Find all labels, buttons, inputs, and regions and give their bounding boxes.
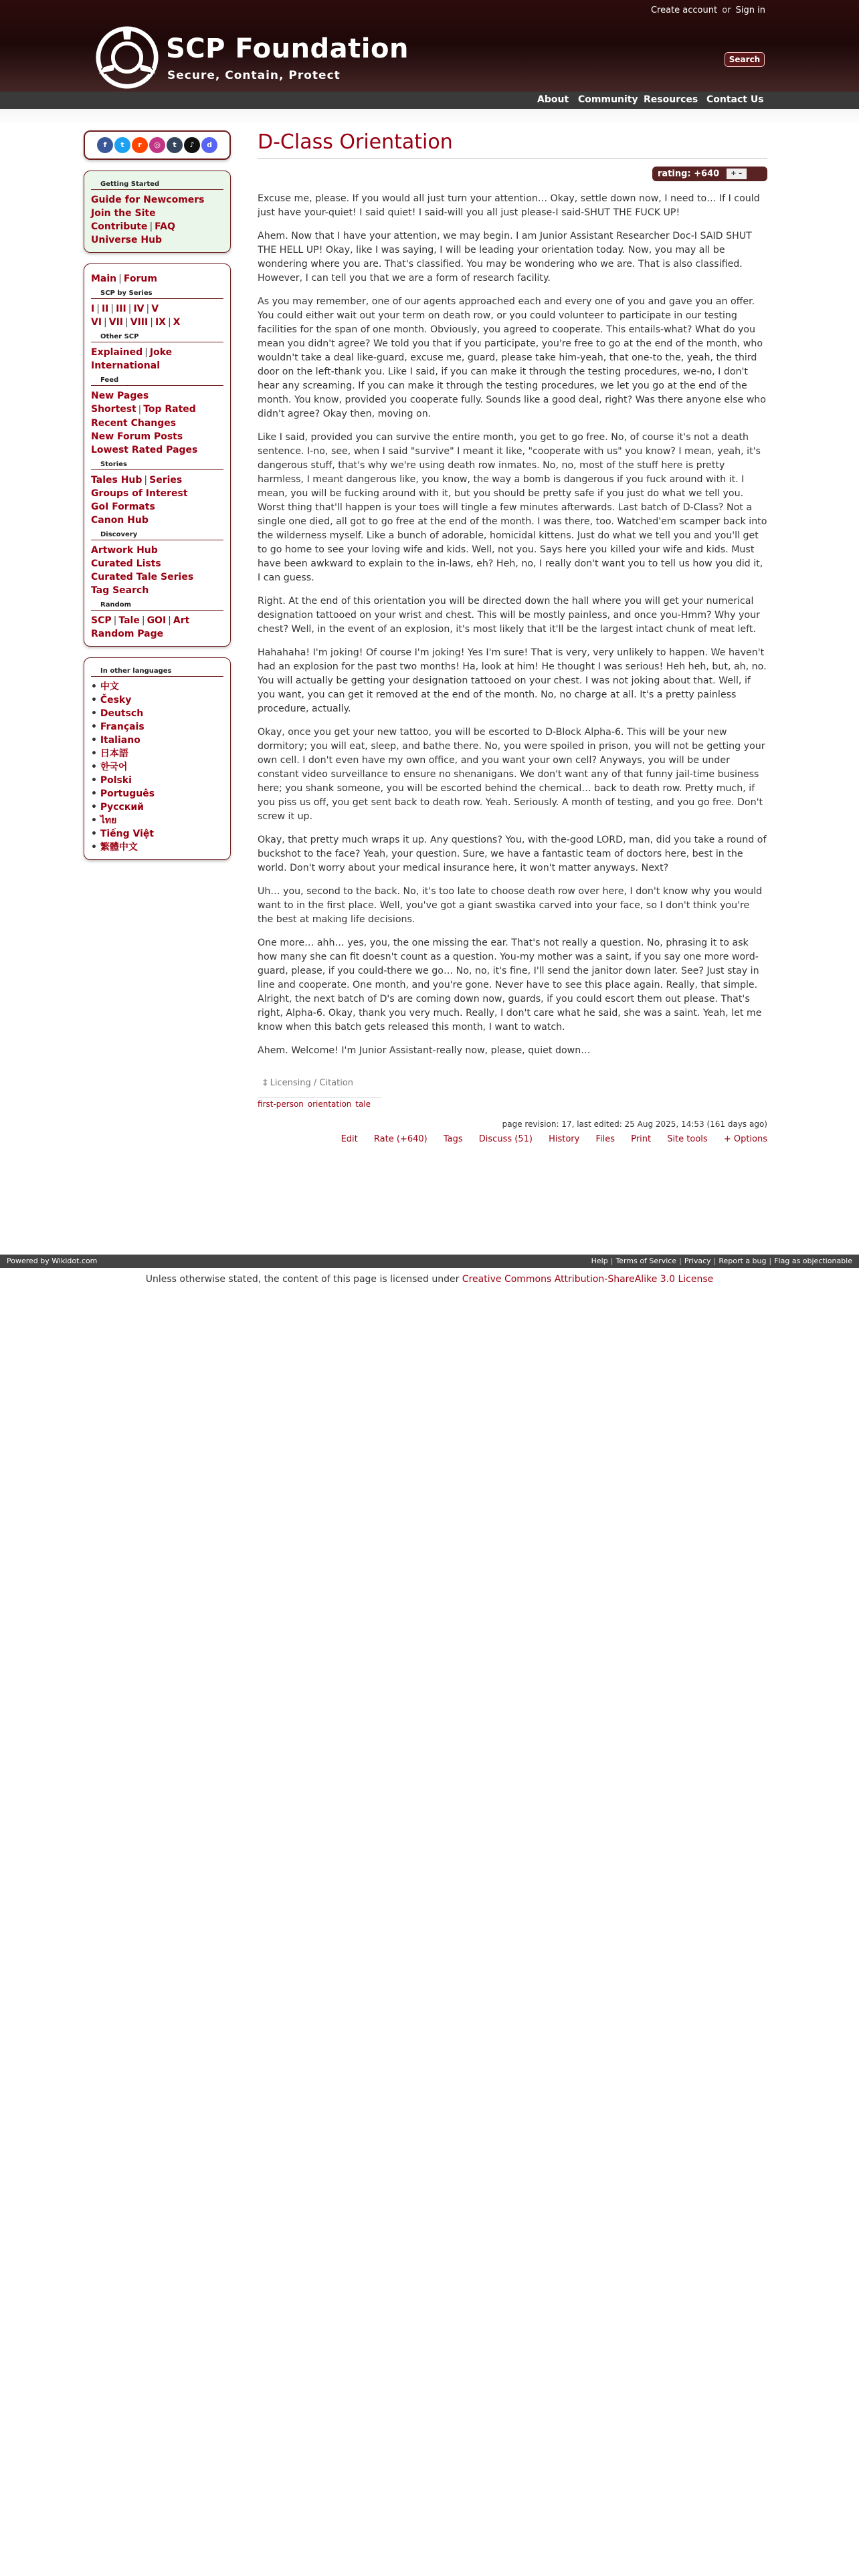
scp-logo-icon[interactable]: [95, 25, 159, 90]
main-content: [258, 130, 767, 1144]
languages-box: [84, 657, 231, 860]
series-link-8[interactable]: VIII: [130, 317, 149, 328]
site-tools-button[interactable]: Site tools: [667, 1134, 708, 1144]
sign-in-link[interactable]: Sign in: [735, 5, 765, 15]
international-link[interactable]: International: [91, 360, 161, 371]
lang-link-th[interactable]: • ไทย: [91, 814, 223, 827]
paragraph-10: One more… ahh… yes, you, the one missing the ear. That's not really a question. No, phrasing it to ask how many she can fit doesn't count as a question. You-my mother was a saint, if you say one more word-guard, please, if you could-there we go… No, no, it's fine, I'll send the janitor down later. See? Just stay in line and cooperate. One month, and you're gone. Never have to see this place again. Really, that simple. Alright, the next batch of D's are coming down now, guards, if you could escort them out please. That's right, Alpha-6. Okay, thank you very much. Really, I don't care what he said, she was a saint. Yeah, let me know when this batch gets released this month, I want to watch.: [258, 938, 762, 1033]
getting-started-heading: Getting Started: [91, 177, 223, 190]
powered-by-text: Powered by: [7, 1257, 50, 1265]
site-subtitle: Secure, Contain, Protect: [167, 69, 341, 82]
lang-link-vi[interactable]: • Tiếng Việt: [91, 827, 223, 841]
twitter-icon[interactable]: t: [114, 137, 130, 153]
shortest-top-rated-row: Shortest | Top Rated: [91, 404, 196, 415]
page-revision-info: page revision: 17, last edited: 25 Aug 2025, 14:53 (161 days ago): [502, 1119, 767, 1129]
paragraph-1: Excuse me, please. If you would all just turn your attention… Okay, settle down now, I need to… If I could just have your-quiet! I said quiet! I said-will you all just please-I said-SHUT THE FUCK UP!: [258, 193, 760, 218]
or-text: or: [722, 5, 731, 15]
lang-link-ja[interactable]: • 日本語: [91, 747, 223, 760]
page-title: D-Class Orientation: [258, 130, 767, 158]
contribute-link[interactable]: Contribute: [91, 221, 148, 232]
random-heading: Random: [91, 597, 223, 611]
tales-hub-link[interactable]: Tales Hub: [91, 475, 142, 486]
top-rated-link[interactable]: Top Rated: [143, 404, 196, 415]
main-link[interactable]: Main: [91, 274, 117, 284]
search-button[interactable]: Search: [725, 52, 765, 67]
lang-link-de[interactable]: • Deutsch: [91, 707, 223, 720]
groups-of-interest-link[interactable]: Groups of Interest: [91, 488, 188, 499]
main-forum-row: Main | Forum: [91, 274, 157, 284]
tag-link[interactable]: tale: [355, 1099, 371, 1109]
series-link-7[interactable]: VII: [108, 317, 124, 328]
series-link-4[interactable]: IV: [133, 304, 145, 314]
paragraph-6: Hahahaha! I'm joking! Of course I'm joking! Yes I'm sure! That is very, very unlikely to happen. We haven't had an explosion for the past two months! Ha, look at him! He thought I was serious! Heh heh, but, ah, no. You will actually be getting your designation tattooed on your chest. I was not joking about that. Well, if you want, you can get it removed at the end of the month. No, no charge at all. It's a pretty painless procedure, actually.: [258, 647, 767, 714]
paragraph-5: Right. At the end of this orientation you will be directed down the hall where you will get your numerical designation tattooed on your wrist and chest. This will be mostly painless, and once you-Hmm? Why your chest? Well, in the event of an explosion, it's most likely that it'll be the largest intact chunk of meat left.: [258, 596, 760, 635]
new-forum-posts-link[interactable]: New Forum Posts: [91, 431, 183, 442]
languages-heading: In other languages: [91, 663, 223, 677]
series-row-1: I | II | III | IV | V: [91, 304, 159, 314]
tag-search-link[interactable]: Tag Search: [91, 585, 149, 596]
files-button[interactable]: Files: [595, 1134, 615, 1144]
paragraph-7: Okay, once you get your new tattoo, you will be escorted to D-Block Alpha-6. This will be your new dormitory; you will eat, sleep, and bathe there. No, you were spoiled in prison, you will not be getting your own cell. I don't even have my own office, and you want your own cell? Anyways, you will be under constant video surveillance to ensure no shenanigans. We don't want any of that funny jail-time business here; you shank someone, you will be escorted behind the chemical… back to death row. Pretty much, if you piss us off, you get sent back to death row. Yeah. Seriously. A month of testing, and you go free. Don't screw it up.: [258, 727, 765, 822]
lang-link-zh[interactable]: • 中文: [91, 680, 223, 693]
lowest-rated-pages-link[interactable]: Lowest Rated Pages: [91, 445, 198, 455]
rating-module: [652, 167, 767, 181]
flag-objectionable-link[interactable]: Flag as objectionable: [774, 1257, 852, 1265]
contribute-faq-row: Contribute | FAQ: [91, 221, 175, 232]
new-pages-link[interactable]: New Pages: [91, 391, 149, 401]
rating-value: rating: +640: [658, 169, 720, 179]
social-icons-box: [84, 130, 231, 160]
facebook-icon[interactable]: f: [97, 137, 113, 153]
tiktok-icon[interactable]: ♪: [184, 137, 200, 153]
artwork-hub-link[interactable]: Artwork Hub: [91, 545, 158, 556]
license-prefix: Unless otherwise stated, the content of this page is licensed under: [145, 1274, 460, 1285]
license-citation-link[interactable]: ‡ Licensing / Citation: [263, 1078, 354, 1088]
nav-resources[interactable]: Resources: [644, 94, 698, 105]
account-links: [651, 5, 765, 15]
lang-link-ru[interactable]: • Русский: [91, 800, 223, 814]
footer-bar: [0, 1255, 859, 1268]
sidebar: [84, 130, 231, 871]
tags-button[interactable]: Tags: [443, 1134, 463, 1144]
feed-heading: Feed: [91, 372, 223, 386]
series-link-10[interactable]: X: [173, 317, 181, 328]
tumblr-icon[interactable]: t: [167, 137, 183, 153]
reddit-icon[interactable]: r: [132, 137, 148, 153]
discovery-heading: Discovery: [91, 527, 223, 540]
curated-lists-link[interactable]: Curated Lists: [91, 558, 161, 569]
print-button[interactable]: Print: [631, 1134, 652, 1144]
lang-link-pl[interactable]: • Polski: [91, 774, 223, 787]
report-bug-link[interactable]: Report a bug: [719, 1257, 767, 1265]
random-page-link[interactable]: Random Page: [91, 629, 164, 639]
lang-link-fr[interactable]: • Français: [91, 720, 223, 734]
series-link-9[interactable]: IX: [155, 317, 166, 328]
site-title[interactable]: SCP Foundation: [166, 33, 409, 64]
license-notice: [0, 1274, 859, 1285]
discuss-button[interactable]: Discuss (51): [478, 1134, 533, 1144]
other-scp-heading: Other SCP: [91, 329, 223, 342]
wikidot-link[interactable]: Wikidot.com: [52, 1257, 98, 1265]
create-account-link[interactable]: Create account: [650, 5, 718, 15]
faq-link[interactable]: FAQ: [155, 221, 175, 232]
terms-of-service-link[interactable]: Terms of Service: [615, 1257, 677, 1265]
canon-hub-link[interactable]: Canon Hub: [91, 515, 149, 526]
powered-by: [7, 1257, 97, 1265]
random-art-link[interactable]: Art: [173, 615, 190, 626]
scp-by-series-heading: SCP by Series: [91, 286, 223, 299]
nav-contact-us[interactable]: Contact Us: [706, 94, 764, 105]
page-options-bar: [258, 1134, 767, 1144]
series-link-1[interactable]: I: [91, 304, 95, 314]
tag-link[interactable]: first-person: [258, 1099, 304, 1109]
help-link[interactable]: Help: [591, 1257, 608, 1265]
paragraph-2: Ahem. Now that I have your attention, we may begin. I am Junior Assistant Researcher Doc-I SAID SHUT THE HELL UP! Okay, like I was saying, I will be leading your orientation today. Now, you may all be wondering where you are. That's classified. You may be wondering who we are. That is also classified. However, I can tell you that we are a form of research facility.: [258, 231, 752, 284]
join-the-site-link[interactable]: Join the Site: [91, 208, 156, 219]
shortest-link[interactable]: Shortest: [91, 404, 136, 415]
nav-community[interactable]: Community: [578, 94, 638, 105]
lang-link-ko[interactable]: • 한국어: [91, 760, 223, 774]
paragraph-11: Ahem. Welcome! I'm Junior Assistant-really now, please, quiet down…: [258, 1045, 591, 1056]
getting-started-box: [84, 171, 231, 253]
random-goi-link[interactable]: GOI: [147, 615, 167, 626]
series-link-6[interactable]: VI: [91, 317, 102, 328]
paragraph-9: Uh… you, second to the back. No, it's too late to choose death row over here, I don't know why you would want to in the first place. Well, you've got a giant swastika carved into your face, so I don't think you're the best at making life decisions.: [258, 886, 763, 925]
footer-links: Help | Terms of Service | Privacy | Report a bug | Flag as objectionable: [591, 1257, 852, 1265]
site-header: [0, 0, 859, 105]
lang-link-zh-tw[interactable]: • 繁體中文: [91, 841, 223, 854]
curated-tale-series-link[interactable]: Curated Tale Series: [91, 572, 194, 582]
explained-joke-row: Explained | Joke: [91, 347, 173, 358]
nav-about[interactable]: About: [537, 94, 569, 105]
instagram-icon[interactable]: ◎: [149, 137, 165, 153]
explained-link[interactable]: Explained: [91, 347, 143, 358]
privacy-link[interactable]: Privacy: [684, 1257, 711, 1265]
more-options-button[interactable]: + Options: [723, 1134, 767, 1144]
paragraph-3: As you may remember, one of our agents approached each and every one of you and gave you an offer. You could either wait out your term on death row, or you could volunteer to participate in our testing facilities for the span of one month. Obviously, you agreed to cooperate. This entails-what? What do you mean you didn't agree? We told you that if you participate, you're free to go at the end of the month, who wouldn't take a deal like-guard, excuse me, guard, please take him-yeah, that one-to the, yeah, the third door on the left-thank you. Like I said, if you can make it through the testing procedures, we-no, I don't hear any screaming. If you can make it through the testing procedures, we let you go at the end of the month. You know, provided you cooperate fully. Sounds like a good deal, right? Was there anyone else who didn't agree? Okay then, moving on.: [258, 296, 766, 419]
guide-for-newcomers-link[interactable]: Guide for Newcomers: [91, 195, 205, 205]
edit-button[interactable]: Edit: [341, 1134, 358, 1144]
discord-icon[interactable]: d: [201, 137, 217, 153]
cc-license-link[interactable]: Creative Commons Attribution-ShareAlike 3.0 License: [462, 1274, 714, 1285]
paragraph-4: Like I said, provided you can survive the entire month, you get to go free. No, of course it's not a death sentence. I-no, see, when I said "survive" I meant it like, "cooperate with us" you know? I mean, yeah, it's dangerous stuff, that's why we're using death row inmates. No, no, most of the stuff here is pretty harmless, I meant dangerous like, you know, the way a bomb is dangerous if you fuck around with it. I mean, you will be fucking around with it, but you should be pretty safe if you just do what we tell you. Worst thing that'll happen is your toes will tingle a few minutes afterwards. Last batch of D-Class? Not a single one died, all got to go free at the end of the month. I was there, too. Watched'em scamper back into the wilderness myself. Like a bunch of adorable, homicidal kittens. Just do what we tell you and you'll get to go home to see your loving wife and kids. Well, not you. Says here you killed your wife and kids. Must have been awkward to explain to the in-laws, eh? Heh, no, I really don't want you to tell us how you did it, I can guess.: [258, 432, 767, 583]
page-tags: [258, 1097, 381, 1109]
goi-formats-link[interactable]: GoI Formats: [91, 502, 155, 512]
history-button[interactable]: History: [549, 1134, 580, 1144]
lang-link-cs[interactable]: • Česky: [91, 693, 223, 707]
random-tale-link[interactable]: Tale: [118, 615, 140, 626]
paragraph-8: Okay, that pretty much wraps it up. Any questions? You, with the-good LORD, man, did you take a round of buckshot to the face? Yeah, your question. Sure, we have a fantastic team of doctors here, best in the world. Don't worry about your medical insurance here, it won't matter anyways. Next?: [258, 835, 767, 873]
license-citation-toggle: [258, 1078, 767, 1088]
page-content: [258, 181, 767, 1058]
tag-link[interactable]: orientation: [307, 1099, 352, 1109]
series-link-2[interactable]: II: [101, 304, 109, 314]
series-link-3[interactable]: III: [116, 304, 126, 314]
top-nav-bar: [0, 92, 859, 109]
main-nav-box: [84, 263, 231, 647]
forum-link[interactable]: Forum: [123, 274, 157, 284]
rate-buttons[interactable]: + –: [727, 169, 747, 179]
lang-link-pt[interactable]: • Português: [91, 787, 223, 800]
recent-changes-link[interactable]: Recent Changes: [91, 418, 177, 429]
series-hub-link[interactable]: Series: [149, 475, 183, 486]
lang-link-it[interactable]: • Italiano: [91, 734, 223, 747]
series-row-2: VI | VII | VIII | IX | X: [91, 317, 181, 328]
universe-hub-link[interactable]: Universe Hub: [91, 235, 163, 245]
tales-series-row: Tales Hub | Series: [91, 475, 183, 486]
joke-link[interactable]: Joke: [149, 347, 173, 358]
random-scp-link[interactable]: SCP: [91, 615, 112, 626]
random-row: SCP | Tale | GOI | Art: [91, 615, 190, 626]
stories-heading: Stories: [91, 457, 223, 470]
rate-button[interactable]: Rate (+640): [373, 1134, 427, 1144]
series-link-5[interactable]: V: [151, 304, 159, 314]
